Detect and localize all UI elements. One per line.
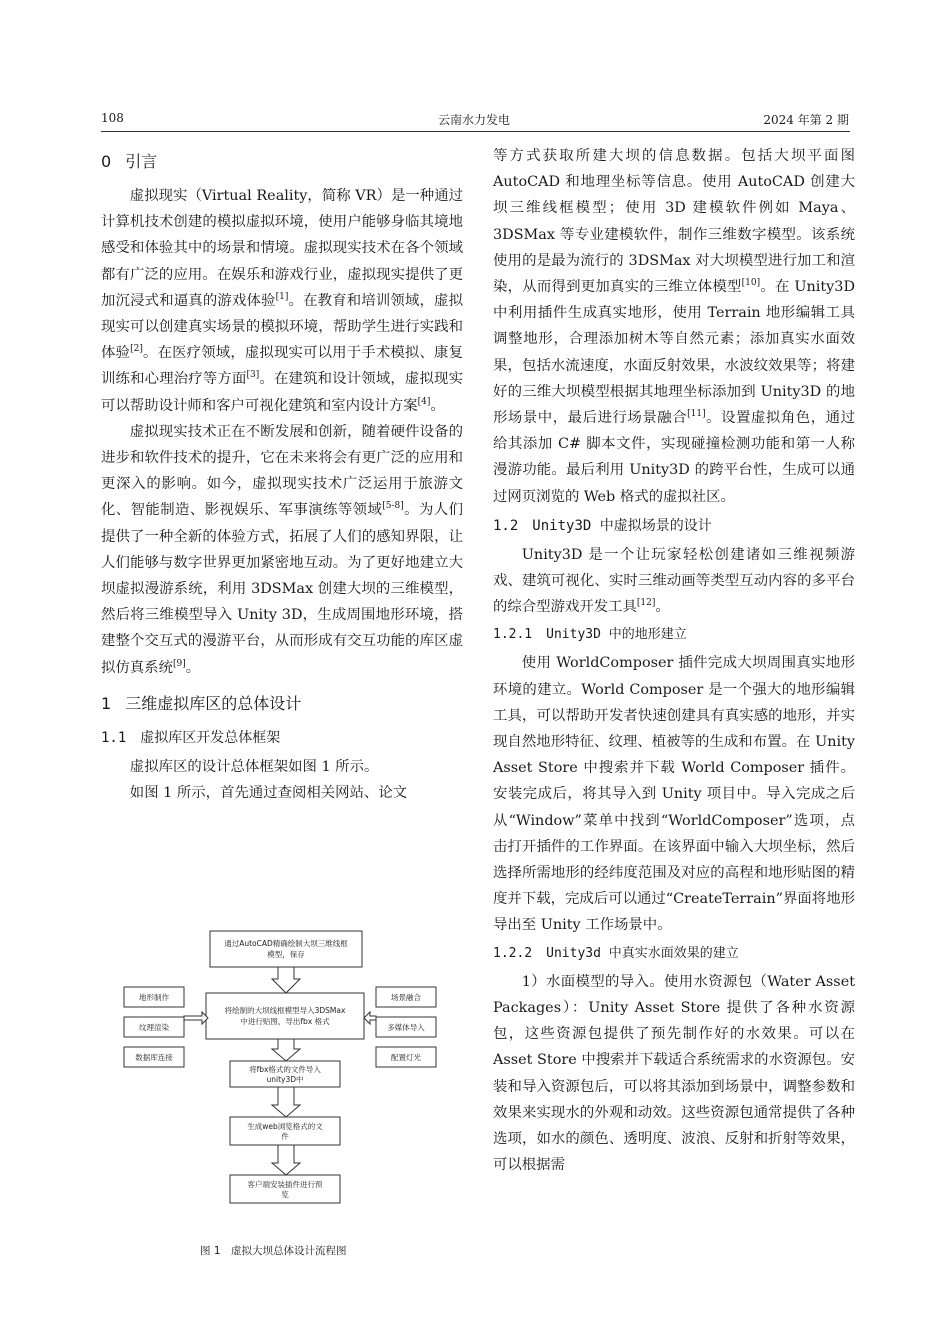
flow-arrow-left — [184, 1012, 208, 1024]
issue-label: 2024 年第 2 期 — [763, 113, 849, 127]
paragraph-framework: 虚拟库区的设计总体框架如图 1 所示。 — [129, 758, 379, 775]
section-1-heading: 1 三维虚拟库区的总体设计 — [101, 693, 302, 713]
journal-name: 云南水力发电 — [438, 113, 511, 127]
flow-arrow-1 — [272, 967, 300, 993]
flow-box-top — [210, 931, 362, 967]
figure-1-caption: 图 1 虚拟大坝总体设计流程图 — [200, 1245, 347, 1257]
paragraph-unity: Unity3D 是一个让玩家轻松创建诸如三维视频游戏、建筑可视化、实时三维动画等类型互动内容的多平台的综合型游戏开发工具[12]。 — [493, 546, 855, 616]
flow-arrow-2 — [272, 1039, 300, 1061]
section-1-2-1-heading: 1.2.1 Unity3D 中的地形建立 — [493, 627, 687, 643]
figure-1-flowchart — [120, 925, 450, 1225]
page-number: 108 — [101, 111, 124, 125]
paragraph-terrain: 使用 WorldComposer 插件完成大坝周围真实地形环境的建立。World Composer 是一个强大的地形编辑工具，可以帮助开发者快速创建具有真实感的地形，并实现自然地形特征、纹理、植被等的生成和布置。在 Unity Asset Store 中搜索并下载 World Composer 插件。安装完成后，将其导入到 Unity 项目中。导入完成之后从“Window”菜单中找到“WorldComposer”选项，点击打开插件的工作界面。在该界面中输入大坝坐标，然后选择所需地形的经纬度范围及对应的高程和地形贴图的精度并下载，完成后可以通过“CreateTerrain”界面将地形导出至 Unity 工作场景中。 — [493, 655, 855, 934]
flow-arrow-right — [364, 1012, 376, 1024]
flow-box-left-2-text: 纹理渲染 — [139, 1023, 169, 1032]
flow-arrow-4 — [272, 1145, 300, 1175]
section-number: 0 — [101, 152, 112, 171]
citation[interactable]: [1] — [275, 292, 289, 303]
citation[interactable]: [9] — [172, 658, 186, 669]
intro-paragraph-2: 虚拟现实技术正在不断发展和创新，随着硬件设备的进步和软件技术的提升，它在未来将会有更广泛的应用和更深入的影响。如今，虚拟现实技术广泛运用于旅游文化、智能制造、影视娱乐、军事演练等领域[5-8]。为人们提供了一种全新的体验方式，拓展了人们的感知界限，让人们能够与数字世界更加紧密地互动。为了更好地建立大坝虚拟漫游系统，利用 3DSMax 创建大坝的三维模型，然后将三维模型导入 Unity 3D，生成周围地形环境，搭建整个交互式的漫游平台，从而形成有交互功能的库区虚拟仿真系统[9]。 — [101, 423, 463, 676]
flow-box-right-3-text: 配置灯光 — [391, 1053, 421, 1062]
right-column — [493, 143, 855, 1178]
flow-box-step4-text: 生成web浏览格式的文件 — [247, 1122, 323, 1141]
citation[interactable]: [12] — [636, 598, 656, 609]
section-1-1-heading: 1.1 虚拟库区开发总体框架 — [101, 729, 281, 746]
section-1-2-2-heading: 1.2.2 Unity3d 中真实水面效果的建立 — [493, 945, 739, 961]
paragraph-method: 等方式获取所建大坝的信息数据。包括大坝平面图 AutoCAD 和地理坐标等信息。使用 AutoCAD 创建大坝三维线框模型；使用 3D 建模软件例如 Maya、3DSMax 等专业建模软件，制作三维数字模型。该系统使用的是最为流行的 3DSMax 对大坝模型进行加工和渲染，从而得到更加真实的三维立体模型[10]。在 Unity3D 中利用插件生成真实地形，使用 Terrain 地形编辑工具调整地形，合理添加树木等自然元素；添加真实水面效果，包括水流速度，水面反射效果，水波纹效果等；将建好的三维大坝模型根据其地理坐标添加到 Unity3D 的地形场景中，最后进行场景融合[11]。设置虚拟角色，通过给其添加 C# 脚本文件，实现碰撞检测功能和第一人称漫游功能。最后利用 Unity3D 的跨平台性，生成可以通过网页浏览的 Web 格式的虚拟社区。 — [493, 148, 855, 505]
flow-box-right-1-text: 场景融合 — [391, 993, 421, 1002]
section-1-2-heading: 1.2 Unity3D 中虚拟场景的设计 — [493, 517, 712, 534]
citation[interactable]: [3] — [246, 370, 260, 381]
flow-box-top-text: 通过AutoCAD精确绘制大坝三维线框模型，保存 — [224, 939, 348, 959]
paragraph-water: 1）水面模型的导入。使用水资源包（Water Asset Packages）：Unity Asset Store 提供了各种水资源包，这些资源包提供了预先制作好的水效果。可以在 Asset Store 中搜索并下载适合系统需求的水资源包。安装和导入资源包后，可以将其添加到场景中，调整参数和效果来实现水的外观和动效。这些资源包通常提供了各种选项，如水的颜色、透明度、波浪、反射和折射等效果，可以根据需 — [493, 973, 855, 1174]
flow-box-center — [206, 993, 364, 1039]
section-title: 引言 — [125, 152, 158, 171]
flow-box-left-3-text: 数据库连接 — [135, 1053, 173, 1062]
citation[interactable]: [10] — [741, 278, 761, 289]
citation[interactable]: [2] — [130, 344, 143, 355]
flow-box-step5-text: 客户端安装插件进行预览 — [247, 1180, 323, 1199]
flow-box-center-text: 将绘制的大坝线框模型导入3DSMax 中进行贴图，导出fbx 格式 — [224, 1006, 346, 1026]
intro-paragraph-1: 虚拟现实（Virtual Reality，简称 VR）是一种通过计算机技术创建的模拟虚拟环境，使用户能够身临其境地感受和体验其中的场景和情境。虚拟现实技术在各个领域都有广泛的应用。在娱乐和游戏行业，虚拟现实提供了更加沉浸式和逼真的游戏体验[1]。在教育和培训领域，虚拟现实可以创建真实场景的模拟环境，帮助学生进行实践和体验[2]。在医疗领域，虚拟现实可以用于手术模拟、康复训练和心理治疗等方面[3]。在建筑和设计领域，虚拟现实可以帮助设计师和客户可视化建筑和室内设计方案[4]。 — [101, 188, 463, 414]
flow-box-right-2-text: 多媒体导入 — [387, 1023, 425, 1032]
flow-arrow-3 — [272, 1087, 300, 1117]
left-column — [101, 143, 463, 806]
citation[interactable]: [4] — [417, 396, 431, 407]
flowchart-svg — [120, 925, 450, 1225]
citation[interactable]: [5-8] — [382, 501, 404, 512]
flow-box-step3-text: 将fbx格式的文件导入 unity3D中 — [249, 1065, 321, 1084]
header-rule — [101, 131, 850, 132]
paragraph-figure-intro: 如图 1 所示，首先通过查阅相关网站、论文 — [129, 785, 408, 802]
section-0-heading — [101, 147, 463, 177]
flow-box-left-1-text: 地形制作 — [139, 993, 169, 1002]
citation[interactable]: [11] — [687, 409, 706, 420]
